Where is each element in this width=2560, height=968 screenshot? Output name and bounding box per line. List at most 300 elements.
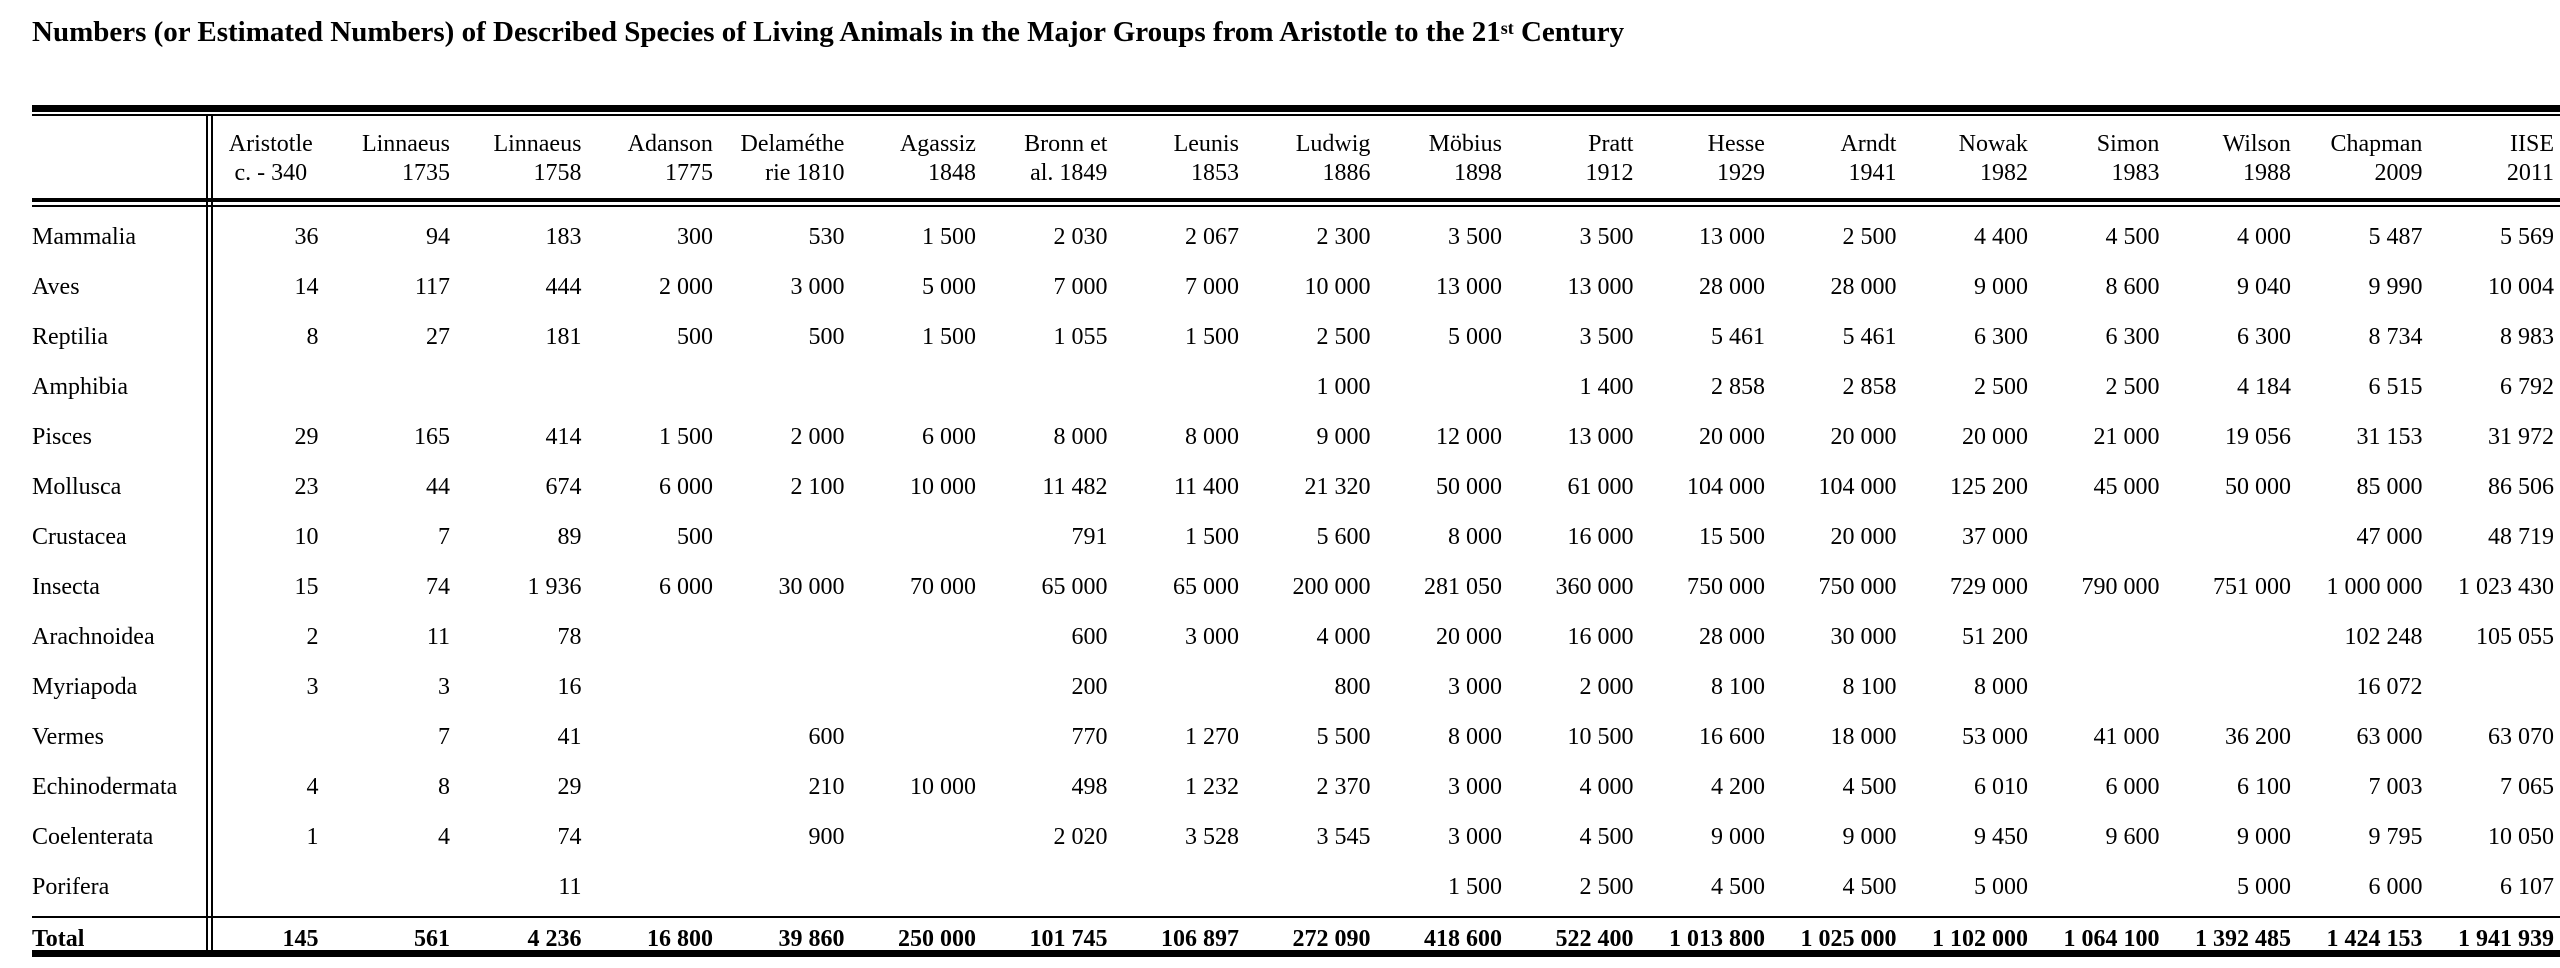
column-header-line1: Ludwig — [1295, 131, 1371, 157]
table-cell: 790 000 — [2081, 573, 2160, 600]
table-row — [32, 812, 2560, 862]
table-cell: 1 023 430 — [2458, 573, 2554, 600]
table-cell — [2165, 662, 2297, 712]
table-cell: 414 — [545, 423, 582, 450]
column-header-line1: Adanson — [627, 131, 713, 157]
table-cell: 5 000 — [1973, 873, 2028, 900]
table-cell — [850, 362, 982, 412]
header-row — [32, 116, 2560, 202]
table-cell: 600 — [1071, 623, 1108, 650]
table-cell: 28 000 — [1830, 273, 1897, 300]
total-cell: 1 424 153 — [2326, 925, 2423, 952]
table-cell: 3 500 — [1447, 223, 1502, 250]
table-cell — [587, 362, 719, 412]
table-cell: 61 000 — [1567, 473, 1634, 500]
column-header-line1: Delaméthe — [740, 131, 845, 157]
table-cell: 20 000 — [1698, 423, 1765, 450]
table-cell: 5 500 — [1316, 723, 1371, 750]
table-cell: 16 600 — [1698, 723, 1765, 750]
table-cell: 37 000 — [1961, 523, 2028, 550]
table-row — [32, 262, 2560, 312]
column-header-line1: Pratt — [1588, 131, 1634, 157]
table-cell: 23 — [294, 473, 319, 500]
total-cell: 1 025 000 — [1800, 925, 1897, 952]
row-group-name: Reptilia — [32, 323, 108, 350]
total-cell: 272 090 — [1292, 925, 1371, 952]
table-cell: 1 500 — [1184, 323, 1239, 350]
total-cell: 16 800 — [646, 925, 713, 952]
column-header-line1: Agassiz — [899, 131, 976, 157]
table-cell: 9 000 — [1316, 423, 1371, 450]
table-cell: 8 — [306, 323, 319, 350]
table-cell: 21 320 — [1304, 473, 1371, 500]
table-cell: 5 000 — [1447, 323, 1502, 350]
table-cell: 20 000 — [1435, 623, 1502, 650]
table-header — [32, 116, 2560, 202]
column-header-line2: al. 1849 — [1030, 160, 1108, 186]
table-cell: 2 500 — [1973, 373, 2028, 400]
table-cell — [217, 362, 324, 412]
table-cell: 3 000 — [1184, 623, 1239, 650]
column-header-line2: 2009 — [2374, 160, 2423, 186]
table-cell — [1113, 362, 1245, 412]
table-cell: 2 030 — [1053, 223, 1108, 250]
table-cell — [587, 812, 719, 862]
title-main: Numbers (or Estimated Numbers) of Described Species of Living Animals in the Major Groups from Aristotle to the 21 — [32, 16, 1501, 48]
column-header — [217, 116, 324, 202]
table-cell: 6 300 — [1973, 323, 2028, 350]
table-cell: 750 000 — [1818, 573, 1897, 600]
table-cell: 2 500 — [2105, 373, 2160, 400]
table-cell: 7 003 — [2368, 773, 2423, 800]
table-cell: 281 050 — [1423, 573, 1502, 600]
table-cell: 3 545 — [1316, 823, 1371, 850]
table-cell: 21 000 — [2093, 423, 2160, 450]
table-cell: 9 000 — [1710, 823, 1765, 850]
table-cell: 9 600 — [2105, 823, 2160, 850]
table-cell — [982, 362, 1114, 412]
table-cell: 4 — [306, 773, 319, 800]
table-cell: 86 506 — [2488, 473, 2554, 500]
table-cell: 3 528 — [1184, 823, 1239, 850]
table-cell: 7 000 — [1184, 273, 1239, 300]
table-cell: 444 — [545, 273, 582, 300]
table-cell — [850, 612, 982, 662]
table-cell: 30 000 — [1830, 623, 1897, 650]
row-group-name: Arachnoidea — [32, 623, 155, 650]
table-cell: 8 100 — [1710, 673, 1765, 700]
table-cell: 1 500 — [658, 423, 713, 450]
table-cell: 6 000 — [921, 423, 976, 450]
table-cell: 3 — [306, 673, 319, 700]
table-cell — [1376, 362, 1508, 412]
table-cell: 791 — [1071, 523, 1108, 550]
table-cell: 1 500 — [921, 323, 976, 350]
table-cell: 65 000 — [1041, 573, 1108, 600]
column-header-line2: 1929 — [1716, 160, 1765, 186]
column-header-line1: IISE — [2510, 131, 2554, 157]
table-cell: 5 461 — [1710, 323, 1765, 350]
table-cell: 31 153 — [2356, 423, 2423, 450]
column-header — [456, 116, 588, 202]
page-title — [32, 12, 1624, 52]
table-cell — [587, 762, 719, 812]
total-cell: 522 400 — [1555, 925, 1634, 952]
column-header — [2165, 116, 2297, 202]
table-cell: 6 300 — [2105, 323, 2160, 350]
table-cell: 800 — [1334, 673, 1371, 700]
table-cell: 750 000 — [1686, 573, 1765, 600]
column-header — [2034, 116, 2166, 202]
table-cell: 11 — [558, 873, 582, 900]
table-cell — [587, 862, 719, 912]
column-header-line1: Leunis — [1173, 131, 1239, 157]
total-label: Total — [32, 925, 85, 952]
column-header — [719, 116, 851, 202]
table-cell: 12 000 — [1435, 423, 1502, 450]
table-cell: 19 056 — [2224, 423, 2291, 450]
table-cell: 2 858 — [1710, 373, 1765, 400]
table-cell: 1 936 — [527, 573, 582, 600]
table-cell: 45 000 — [2093, 473, 2160, 500]
table-cell: 2 500 — [1579, 873, 1634, 900]
table-cell: 2 500 — [1842, 223, 1897, 250]
table-cell: 1 500 — [1447, 873, 1502, 900]
table-cell: 63 000 — [2356, 723, 2423, 750]
table-cell: 1 — [306, 823, 319, 850]
title-suffix: Century — [1513, 16, 1625, 48]
table-cell: 2 — [306, 623, 319, 650]
column-header — [1508, 116, 1640, 202]
table-cell: 200 000 — [1292, 573, 1371, 600]
table-cell: 6 100 — [2236, 773, 2291, 800]
column-header-line1: Aristotle — [228, 131, 313, 157]
column-header — [850, 116, 982, 202]
row-group-name: Mollusca — [32, 473, 122, 500]
table-cell — [324, 862, 456, 912]
table-cell: 1 000 — [1316, 373, 1371, 400]
table-cell: 7 065 — [2500, 773, 2554, 800]
table-cell: 900 — [808, 823, 845, 850]
table-cell: 78 — [557, 623, 582, 650]
table-cell: 770 — [1071, 723, 1108, 750]
table-cell: 3 000 — [1447, 773, 1502, 800]
column-header-line2: 1988 — [2242, 160, 2291, 186]
table-row — [32, 662, 2560, 712]
table-cell: 181 — [545, 323, 582, 350]
table-cell: 102 248 — [2344, 623, 2423, 650]
row-group-name: Porifera — [32, 873, 110, 900]
table-cell: 29 — [294, 423, 319, 450]
table-cell — [719, 862, 851, 912]
table-cell: 5 487 — [2368, 223, 2423, 250]
table-cell: 89 — [557, 523, 582, 550]
column-header-line2: 1912 — [1585, 160, 1634, 186]
table-cell — [719, 612, 851, 662]
table-row — [32, 412, 2560, 462]
table-cell — [324, 362, 456, 412]
table-row — [32, 312, 2560, 362]
table-cell: 63 070 — [2488, 723, 2554, 750]
table-cell: 11 400 — [1173, 473, 1239, 500]
table-row — [32, 462, 2560, 512]
table-cell — [719, 512, 851, 562]
table-cell: 9 795 — [2368, 823, 2423, 850]
table-cell: 210 — [808, 773, 845, 800]
column-header-line1: Nowak — [1958, 131, 2028, 157]
table-cell: 5 461 — [1842, 323, 1897, 350]
table-cell — [2428, 662, 2560, 712]
table-cell: 1 400 — [1579, 373, 1634, 400]
table-cell: 31 972 — [2488, 423, 2554, 450]
table-cell: 9 990 — [2368, 273, 2423, 300]
table-cell — [1113, 862, 1245, 912]
table-cell — [1113, 662, 1245, 712]
table-cell: 16 000 — [1567, 623, 1634, 650]
row-group-name: Insecta — [32, 573, 100, 600]
total-row — [32, 912, 2560, 966]
table-cell: 5 000 — [2236, 873, 2291, 900]
table-body — [32, 202, 2560, 966]
table-cell — [2165, 612, 2297, 662]
table-cell: 53 000 — [1961, 723, 2028, 750]
column-header — [1113, 116, 1245, 202]
table-cell: 41 000 — [2093, 723, 2160, 750]
table-cell — [2165, 512, 2297, 562]
table-cell: 3 000 — [1447, 673, 1502, 700]
table-cell: 3 500 — [1579, 223, 1634, 250]
column-header — [1902, 116, 2034, 202]
table-cell: 7 — [437, 723, 450, 750]
table-cell: 200 — [1071, 673, 1108, 700]
table-cell: 10 000 — [909, 473, 976, 500]
column-header-line2: 1982 — [1979, 160, 2028, 186]
column-header-line2: 1898 — [1453, 160, 1502, 186]
table-row — [32, 562, 2560, 612]
table-cell: 2 858 — [1842, 373, 1897, 400]
table-cell: 74 — [557, 823, 582, 850]
table-cell: 3 — [437, 673, 450, 700]
table-cell: 4 184 — [2236, 373, 2291, 400]
table-cell: 44 — [425, 473, 450, 500]
table-cell: 7 — [437, 523, 450, 550]
table-cell: 5 569 — [2500, 223, 2554, 250]
table-cell: 65 000 — [1172, 573, 1239, 600]
table-cell — [1245, 862, 1377, 912]
table-cell: 8 000 — [1184, 423, 1239, 450]
table-cell: 9 000 — [1842, 823, 1897, 850]
table-cell: 10 050 — [2488, 823, 2554, 850]
table-cell: 85 000 — [2356, 473, 2423, 500]
column-header-line1: Möbius — [1428, 131, 1502, 157]
table-row — [32, 762, 2560, 812]
row-group-name: Amphibia — [32, 373, 128, 400]
column-header-line1: Bronn et — [1024, 131, 1108, 157]
total-cell: 4 236 — [527, 925, 582, 952]
table-row — [32, 512, 2560, 562]
table-cell: 4 500 — [1842, 873, 1897, 900]
table-cell: 6 792 — [2500, 373, 2554, 400]
table-cell: 13 000 — [1567, 273, 1634, 300]
table-cell: 1 000 000 — [2326, 573, 2423, 600]
table-cell: 8 983 — [2500, 323, 2554, 350]
table-cell: 13 000 — [1567, 423, 1634, 450]
table-cell: 6 515 — [2368, 373, 2423, 400]
table-cell: 8 100 — [1842, 673, 1897, 700]
table-cell — [2034, 612, 2166, 662]
table-cell: 8 600 — [2105, 273, 2160, 300]
table-cell: 500 — [676, 523, 713, 550]
table-cell: 500 — [676, 323, 713, 350]
table-cell: 751 000 — [2212, 573, 2291, 600]
table-cell: 16 072 — [2356, 673, 2423, 700]
table-cell: 2 000 — [1579, 673, 1634, 700]
table-cell: 10 004 — [2488, 273, 2554, 300]
table-cell: 674 — [545, 473, 582, 500]
species-table — [32, 116, 2560, 966]
table-cell: 8 — [437, 773, 450, 800]
table-cell: 15 — [294, 573, 319, 600]
table-cell — [2034, 512, 2166, 562]
table-cell: 8 734 — [2368, 323, 2423, 350]
table-cell: 6 000 — [658, 573, 713, 600]
total-cell: 1 941 939 — [2458, 925, 2554, 952]
table-cell — [850, 662, 982, 712]
table-cell: 13 000 — [1435, 273, 1502, 300]
column-header-line2: 1853 — [1190, 160, 1239, 186]
table-cell: 8 000 — [1973, 673, 2028, 700]
table-cell — [2034, 662, 2166, 712]
table-cell: 8 000 — [1447, 723, 1502, 750]
column-header — [1376, 116, 1508, 202]
table-cell: 20 000 — [1961, 423, 2028, 450]
total-cell: 1 102 000 — [1931, 925, 2028, 952]
header-corner — [32, 116, 217, 202]
column-header — [982, 116, 1114, 202]
table-cell: 104 000 — [1818, 473, 1897, 500]
column-header-line1: Arndt — [1840, 131, 1897, 157]
row-group-name: Myriapoda — [32, 673, 138, 700]
table-cell: 47 000 — [2356, 523, 2423, 550]
total-cell: 145 — [282, 925, 319, 952]
table-row — [32, 862, 2560, 912]
title-superscript: st — [1500, 18, 1514, 38]
table-cell: 13 000 — [1698, 223, 1765, 250]
table-cell — [850, 712, 982, 762]
column-header-line2: 1848 — [927, 160, 976, 186]
table-cell — [456, 362, 588, 412]
column-header-line2: 1983 — [2111, 160, 2160, 186]
column-header-line1: Wilson — [2222, 131, 2291, 157]
table-cell: 165 — [413, 423, 450, 450]
total-cell: 106 897 — [1160, 925, 1239, 952]
table-cell: 70 000 — [909, 573, 976, 600]
total-cell: 418 600 — [1423, 925, 1502, 952]
table-cell: 360 000 — [1555, 573, 1634, 600]
table-cell: 104 000 — [1686, 473, 1765, 500]
table-cell: 4 200 — [1710, 773, 1765, 800]
table-cell: 2 500 — [1316, 323, 1371, 350]
column-header-line1: Simon — [2096, 131, 2160, 157]
table-cell: 28 000 — [1698, 273, 1765, 300]
table-cell: 94 — [425, 223, 450, 250]
table-cell: 8 000 — [1447, 523, 1502, 550]
table-cell: 48 719 — [2488, 523, 2554, 550]
table-top-rule — [32, 105, 2560, 112]
table-cell: 11 482 — [1042, 473, 1108, 500]
row-group-name: Mammalia — [32, 223, 136, 250]
table-cell: 2 000 — [790, 423, 845, 450]
table-cell: 5 600 — [1316, 523, 1371, 550]
table-cell: 4 000 — [1316, 623, 1371, 650]
table-cell: 50 000 — [2224, 473, 2291, 500]
total-cell: 250 000 — [897, 925, 976, 952]
table-cell: 5 000 — [921, 273, 976, 300]
table-cell — [217, 862, 324, 912]
table-cell: 27 — [425, 323, 450, 350]
total-cell: 561 — [413, 925, 450, 952]
column-header-line1: Hesse — [1707, 131, 1765, 157]
total-cell: 1 013 800 — [1668, 925, 1765, 952]
table-cell: 6 010 — [1973, 773, 2028, 800]
table-cell: 2 370 — [1316, 773, 1371, 800]
table-cell: 41 — [557, 723, 582, 750]
table-cell: 28 000 — [1698, 623, 1765, 650]
table-cell — [850, 812, 982, 862]
table-cell: 11 — [426, 623, 450, 650]
table-cell: 4 500 — [2105, 223, 2160, 250]
table-cell: 4 400 — [1973, 223, 2028, 250]
table-cell: 117 — [414, 273, 450, 300]
table-cell: 125 200 — [1949, 473, 2028, 500]
table-cell: 2 020 — [1053, 823, 1108, 850]
table-cell: 2 000 — [658, 273, 713, 300]
table-row — [32, 362, 2560, 412]
table-cell — [2034, 862, 2166, 912]
column-header — [1771, 116, 1903, 202]
table-row — [32, 612, 2560, 662]
table-cell: 6 107 — [2500, 873, 2554, 900]
table-cell: 50 000 — [1435, 473, 1502, 500]
table-cell — [850, 512, 982, 562]
table-cell: 9 000 — [1973, 273, 2028, 300]
table-cell: 3 500 — [1579, 323, 1634, 350]
total-cell: 101 745 — [1029, 925, 1108, 952]
table-cell: 10 500 — [1567, 723, 1634, 750]
column-header-line2: 1941 — [1848, 160, 1897, 186]
table-cell: 9 450 — [1973, 823, 2028, 850]
total-cell: 1 064 100 — [2063, 925, 2160, 952]
row-group-name: Aves — [32, 273, 80, 300]
table-cell: 51 200 — [1961, 623, 2028, 650]
table-cell — [850, 862, 982, 912]
column-header-line1: Linnaeus — [493, 131, 582, 157]
table-cell: 18 000 — [1830, 723, 1897, 750]
table-cell: 2 300 — [1316, 223, 1371, 250]
table-cell: 30 000 — [778, 573, 845, 600]
table-cell: 4 000 — [1579, 773, 1634, 800]
table-cell: 16 — [557, 673, 582, 700]
table-cell: 4 500 — [1579, 823, 1634, 850]
table-cell: 300 — [676, 223, 713, 250]
column-header-line2: 1758 — [533, 160, 582, 186]
table-cell: 74 — [425, 573, 450, 600]
table-cell — [587, 662, 719, 712]
table-cell: 105 055 — [2476, 623, 2554, 650]
table-cell: 3 000 — [1447, 823, 1502, 850]
table-cell: 1 500 — [1184, 523, 1239, 550]
total-cell: 1 392 485 — [2194, 925, 2291, 952]
